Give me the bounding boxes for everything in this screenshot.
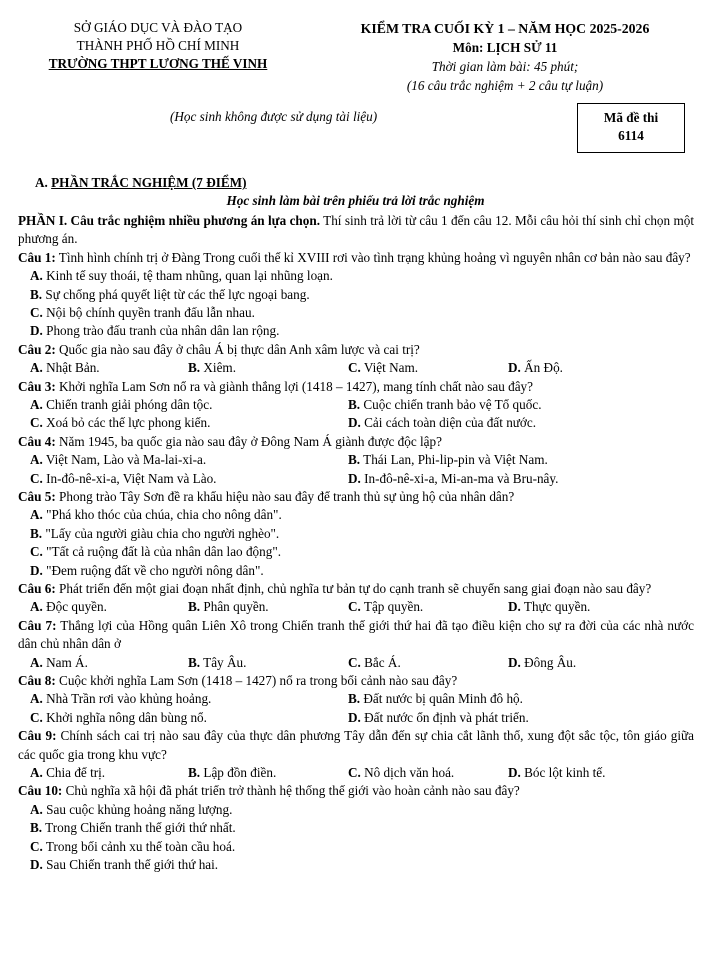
option-row (18, 764, 694, 782)
option-text: "Đem ruộng đất về cho người nông dân". (42, 562, 264, 578)
option-d (508, 598, 590, 616)
question-4 (18, 433, 694, 451)
option-text: Phân quyền. (200, 599, 269, 615)
option-text: Trong bối cảnh xu thế toàn cầu hoá. (42, 838, 236, 854)
option-key: B. (188, 599, 201, 615)
option-a (30, 598, 107, 616)
option-text: Tây Âu. (200, 654, 247, 670)
option-text: Xiêm. (200, 360, 236, 376)
question-label: Câu 6: (18, 581, 56, 597)
option-text: "Lấy của người giàu chia cho người nghèo". (42, 525, 280, 541)
option-b (30, 820, 236, 835)
option-key: B. (188, 360, 201, 376)
option-a (30, 451, 206, 469)
option-row (18, 690, 694, 708)
question-label: Câu 8: (18, 673, 56, 689)
option-row (18, 359, 694, 377)
option-text: Thái Lan, Phi-lip-pin và Việt Nam. (360, 452, 548, 468)
option-text: Xoá bỏ các thế lực phong kiến. (42, 415, 211, 431)
option-row (18, 451, 694, 469)
option-d (30, 323, 279, 338)
option-key: C. (30, 470, 43, 486)
question-text: Chủ nghĩa xã hội đã phát triển trở thành hệ thống thế giới vào hoàn cảnh nào sau đây? (62, 783, 520, 799)
option-key: D. (348, 415, 361, 431)
option-key: B. (188, 765, 201, 781)
option-key: A. (30, 801, 43, 817)
option-key: D. (508, 360, 521, 376)
question-label: Câu 7: (18, 617, 57, 633)
department-header (22, 19, 294, 73)
question-list (18, 212, 694, 874)
option-line (18, 267, 694, 285)
option-b (348, 396, 542, 414)
question-text: Năm 1945, ba quốc gia nào sau đây ở Đông Nam Á giành được độc lập? (55, 433, 442, 449)
option-text: Đất nước ổn định và phát triển. (360, 709, 529, 725)
option-key: B. (348, 452, 361, 468)
option-key: D. (508, 765, 521, 781)
option-c (30, 470, 216, 488)
question-9 (18, 727, 694, 764)
option-text: In-đô-nê-xi-a, Mi-an-ma và Bru-nây. (360, 470, 559, 486)
question-label: Câu 1: (18, 249, 56, 265)
option-row (18, 470, 694, 488)
option-key: B. (348, 691, 361, 707)
option-key: D. (348, 470, 361, 486)
question-6 (18, 580, 694, 598)
option-key: A. (30, 765, 43, 781)
option-text: Độc quyền. (42, 599, 107, 615)
option-text: Nô dịch văn hoá. (360, 765, 455, 781)
option-key: D. (348, 709, 361, 725)
question-text: Quốc gia nào sau đây ở châu Á bị thực dân Anh xâm lược và cai trị? (55, 341, 420, 357)
option-text: Kinh tế suy thoái, tệ tham nhũng, quan lại nhũng loạn. (42, 268, 333, 284)
option-a (30, 359, 100, 377)
exam-note: (Học sinh không được sử dụng tài liệu) (170, 109, 378, 124)
option-text: Cuộc chiến tranh bảo vệ Tổ quốc. (360, 397, 542, 413)
option-b (188, 654, 246, 672)
option-key: B. (348, 397, 361, 413)
question-text: Chính sách cai trị nào sau đây của thực dân phương Tây dẫn đến sự chia cắt lãnh thổ, xung đột sắc tộc, tôn giáo giữa các quốc gia trong khu vực? (18, 728, 695, 762)
option-line (18, 304, 694, 322)
option-d (30, 857, 218, 872)
question-7 (18, 617, 694, 654)
option-key: C. (30, 415, 43, 431)
option-text: Cải cách toàn diện của đất nước. (360, 415, 537, 431)
part-heading: PHẦN I. Câu trắc nghiệm nhiều phương án lựa chọn. (18, 213, 320, 228)
option-b (348, 451, 548, 469)
option-key: A. (30, 691, 43, 707)
section-title-text: PHẦN TRẮC NGHIỆM (7 ĐIỂM) (51, 175, 247, 190)
option-key: C. (30, 305, 43, 321)
option-c (348, 598, 423, 616)
option-d (508, 764, 605, 782)
question-label: Câu 4: (18, 433, 56, 449)
option-line (18, 819, 694, 837)
option-text: Sau cuộc khủng hoảng năng lượng. (42, 801, 233, 817)
option-d (508, 359, 563, 377)
option-key: B. (30, 820, 43, 836)
question-label: Câu 2: (18, 341, 56, 357)
option-row (18, 414, 694, 432)
option-a (30, 690, 211, 708)
option-line (18, 856, 694, 874)
question-label: Câu 10: (18, 783, 63, 799)
section-title (35, 174, 247, 192)
option-row (18, 396, 694, 414)
question-10 (18, 782, 694, 800)
option-text: Trong Chiến tranh thế giới thứ nhất. (42, 820, 236, 836)
option-b (188, 764, 276, 782)
option-c (30, 414, 210, 432)
option-key: A. (30, 360, 43, 376)
question-text: Tình hình chính trị ở Đàng Trong cuối thế kỉ XVIII rơi vào tình trạng khủng hoảng vì nguyên nhân cơ bản nào sau đây? (55, 249, 691, 265)
option-b (348, 690, 523, 708)
option-line (18, 801, 694, 819)
option-text: Nhật Bản. (42, 360, 100, 376)
option-text: "Phá kho thóc của chúa, chia cho nông dân". (42, 507, 282, 523)
option-c (348, 359, 418, 377)
exam-title: KIỂM TRA CUỐI KỲ 1 – NĂM HỌC 2025-2026 (360, 21, 650, 36)
option-line (18, 543, 694, 561)
option-text: Nội bộ chính quyền tranh đấu lẫn nhau. (42, 305, 255, 321)
option-line (18, 322, 694, 340)
option-key: A. (30, 654, 43, 670)
school-name: TRƯỜNG THPT LƯƠNG THẾ VINH (48, 56, 268, 71)
option-d (508, 654, 576, 672)
option-d (348, 709, 529, 727)
option-key: B. (30, 525, 43, 541)
option-key: B. (30, 286, 43, 302)
exam-code-value: 6114 (618, 128, 644, 143)
option-line (18, 838, 694, 856)
option-row (18, 598, 694, 616)
option-text: Nam Á. (42, 654, 88, 670)
option-text: Việt Nam. (360, 360, 419, 376)
question-text: Phong trào Tây Sơn đề ra khẩu hiệu nào sau đây để tranh thủ sự ủng hộ của nhân dân? (55, 489, 515, 505)
option-b (188, 598, 269, 616)
exam-code-label: Mã đề thi (603, 110, 659, 125)
question-label: Câu 5: (18, 489, 56, 505)
option-row (18, 654, 694, 672)
option-key: D. (508, 599, 521, 615)
option-line (18, 525, 694, 543)
option-text: Đông Âu. (520, 654, 577, 670)
answer-sheet-note: Học sinh làm bài trên phiếu trả lời trắc nghiệm (226, 193, 485, 208)
option-key: C. (30, 709, 43, 725)
option-a (30, 507, 282, 522)
option-key: A. (30, 268, 43, 284)
option-a (30, 268, 333, 283)
option-c (30, 839, 235, 854)
exam-subject: Môn: LỊCH SỬ 11 (452, 40, 558, 55)
exam-header (310, 19, 700, 95)
option-a (30, 802, 232, 817)
option-key: A. (30, 507, 43, 523)
option-key: D. (508, 654, 521, 670)
exam-code-box (577, 103, 685, 153)
option-d (348, 414, 536, 432)
option-text: Tập quyền. (360, 599, 424, 615)
department-name: SỞ GIÁO DỤC VÀ ĐÀO TẠO (73, 20, 243, 35)
option-line (18, 286, 694, 304)
option-text: "Tất cả ruộng đất là của nhân dân lao động". (42, 544, 281, 560)
option-d (348, 470, 558, 488)
option-b (188, 359, 236, 377)
option-text: Khởi nghĩa nông dân bùng nổ. (42, 709, 207, 725)
option-text: Thực quyền. (520, 599, 591, 615)
exam-time: Thời gian làm bài: 45 phút; (431, 59, 579, 74)
option-a (30, 396, 212, 414)
city-name: THÀNH PHỐ HỒ CHÍ MINH (76, 38, 240, 53)
option-d (30, 563, 264, 578)
option-text: Ấn Độ. (520, 360, 563, 376)
question-text: Cuộc khởi nghĩa Lam Sơn (1418 – 1427) nổ ra trong bối cảnh nào sau đây? (55, 673, 458, 689)
option-text: Chiến tranh giải phóng dân tộc. (42, 397, 213, 413)
question-text: Phát triển đến một giai đoạn nhất định, chủ nghĩa tư bản tự do cạnh tranh sẽ chuyển sang giai đoạn nào sau đây? (55, 581, 652, 597)
option-key: D. (30, 323, 43, 339)
question-label: Câu 3: (18, 378, 56, 394)
question-8 (18, 672, 694, 690)
exam-format: (16 câu trắc nghiệm + 2 câu tự luận) (406, 78, 604, 93)
option-text: Bắc Á. (360, 654, 401, 670)
option-b (30, 287, 310, 302)
option-key: B. (188, 654, 201, 670)
question-text: Khởi nghĩa Lam Sơn nổ ra và giành thắng lợi (1418 – 1427), mang tính chất nào sau đây? (55, 378, 533, 394)
option-text: Sau Chiến tranh thế giới thứ hai. (42, 857, 219, 873)
option-key: D. (30, 562, 43, 578)
option-text: Lập đồn điền. (200, 765, 277, 781)
option-key: C. (348, 360, 361, 376)
option-key: C. (348, 654, 361, 670)
option-text: Sự chống phá quyết liệt từ các thế lực ngoại bang. (42, 286, 310, 302)
option-key: A. (30, 452, 43, 468)
option-c (30, 305, 255, 320)
option-key: C. (348, 765, 361, 781)
question-label: Câu 9: (18, 728, 57, 744)
option-text: Việt Nam, Lào và Ma-lai-xi-a. (42, 452, 207, 468)
option-text: Đất nước bị quân Minh đô hộ. (360, 691, 523, 707)
option-text: In-đô-nê-xi-a, Việt Nam và Lào. (42, 470, 217, 486)
option-line (18, 506, 694, 524)
option-a (30, 654, 88, 672)
question-text: Thắng lợi của Hồng quân Liên Xô trong Chiến tranh thế giới thứ hai đã tạo điều kiện cho sự ra đời của các nhà nước dân chủ nhân dân ở (18, 617, 695, 652)
question-2 (18, 341, 694, 359)
option-a (30, 764, 105, 782)
option-c (30, 544, 281, 559)
option-key: A. (30, 397, 43, 413)
option-c (30, 709, 207, 727)
question-5 (18, 488, 694, 506)
option-key: C. (348, 599, 361, 615)
option-text: Nhà Trần rơi vào khủng hoảng. (42, 691, 212, 707)
option-key: C. (30, 544, 43, 560)
option-row (18, 709, 694, 727)
option-c (348, 654, 401, 672)
part-text: Thí sinh trả lời từ câu 1 đến câu 12. Mỗi câu hỏi thí sinh chỉ chọn một phương án. (18, 213, 694, 247)
option-key: C. (30, 838, 43, 854)
option-key: A. (30, 599, 43, 615)
option-b (30, 526, 279, 541)
part-instruction (18, 212, 694, 249)
section-prefix: A. (35, 175, 48, 190)
option-key: D. (30, 857, 43, 873)
question-3 (18, 378, 694, 396)
option-line (18, 562, 694, 580)
question-1 (18, 249, 694, 267)
option-text: Chia để trị. (42, 765, 106, 781)
option-text: Phong trào đấu tranh của nhân dân lan rộng. (42, 323, 280, 339)
option-text: Bóc lột kinh tế. (520, 765, 606, 781)
option-c (348, 764, 454, 782)
